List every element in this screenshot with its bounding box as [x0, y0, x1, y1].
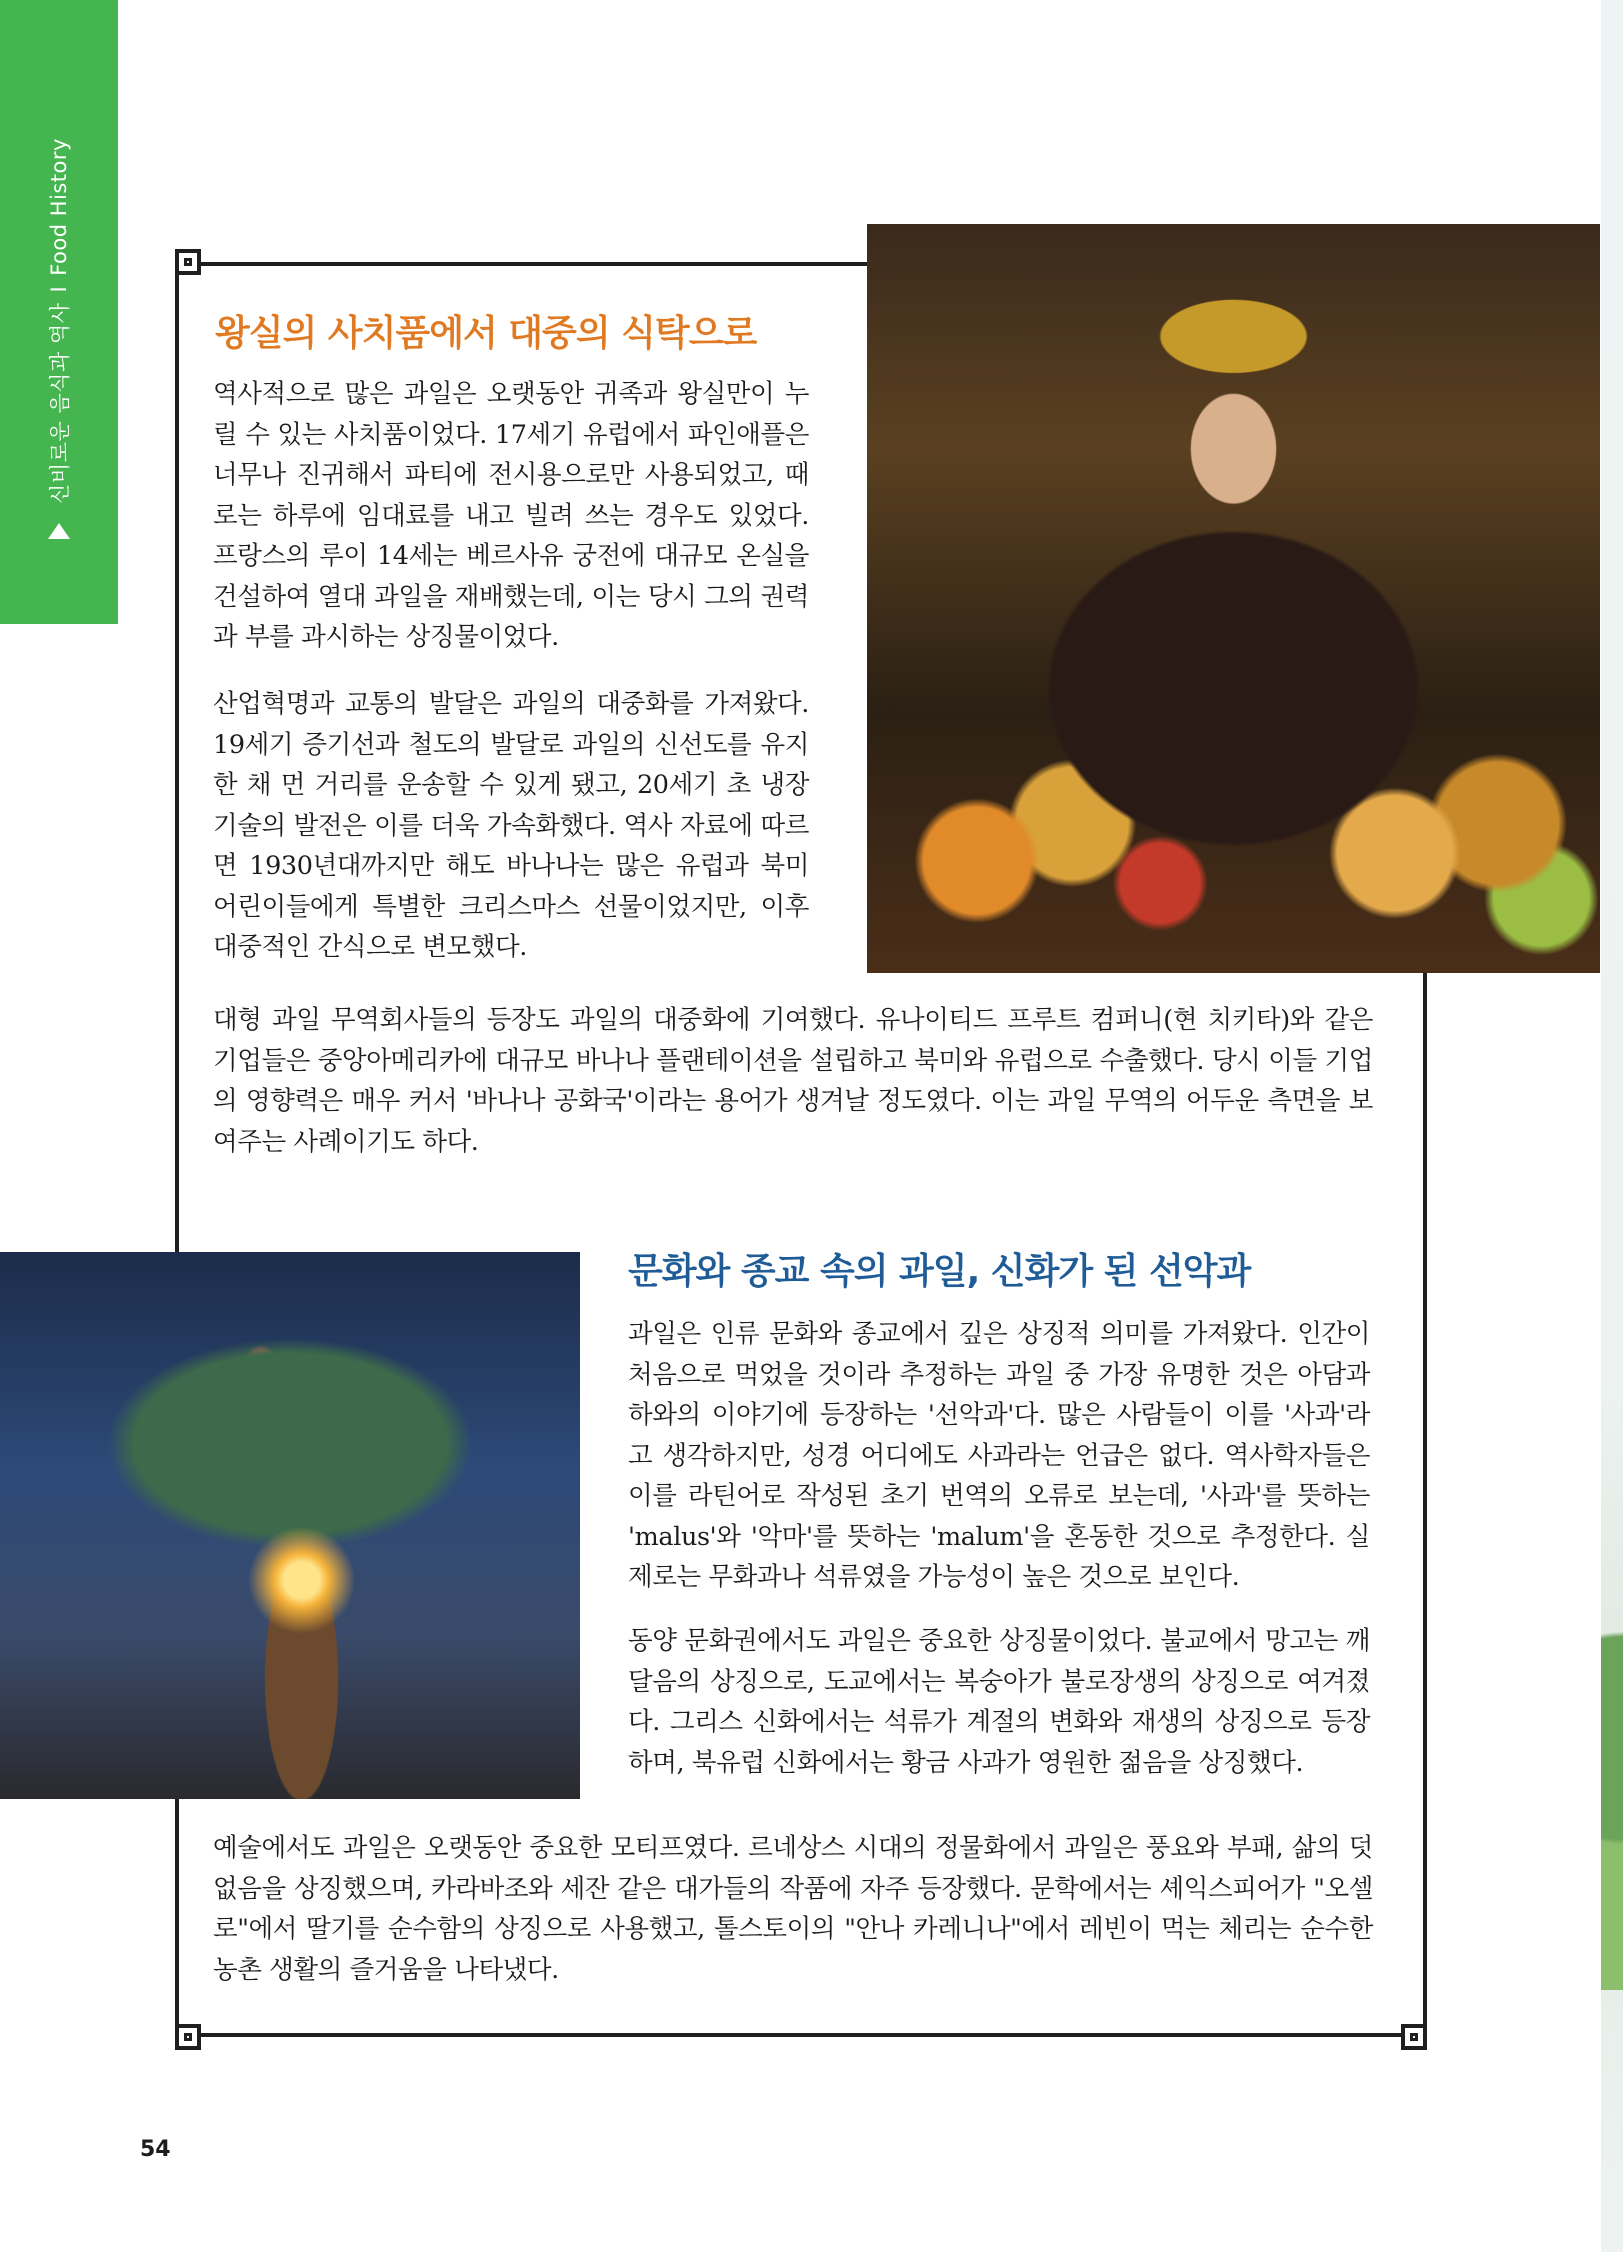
next-page-leaf-image: [1601, 1630, 1623, 1990]
side-tab-separator: I: [47, 285, 71, 293]
side-tab-title: 신비로운 음식과 역사: [48, 302, 72, 504]
paragraph-industrial-revolution: 산업혁명과 교통의 발달은 과일의 대중화를 가져왔다. 19세기 증기선과 철도의 발달로 과일의 신선도를 유지한 채 먼 거리를 운송할 수 있게 됐고, 20세기 초 냉장 기술의 발전은 이를 더욱 가속화했다. 역사 자료에 따르면 1930년대까지만 해도 바나나는 많은 유럽과 북미 어린이들에게 특별한 크리스마스 선물이었지만, 이후 대중적인 간식으로 변모했다.: [213, 689, 809, 962]
king-with-fruits-image: [867, 224, 1600, 973]
side-tab-title-en: Food History: [47, 138, 71, 276]
page-number: 54: [140, 2137, 171, 2162]
mountain-icon: [48, 523, 70, 539]
paragraph-forbidden-fruit: 과일은 인류 문화와 종교에서 깊은 상징적 의미를 가져왔다. 인간이 처음으로 먹었을 것이라 추정하는 과일 중 가장 유명한 것은 아담과 하와의 이야기에 등장하는 '선악과'다. 많은 사람들이 이를 '사과'라고 생각하지만, 성경 어디에도 사과라는 언급은 없다. 역사학자들은 이를 라틴어로 작성된 초기 번역의 오류로 보는데, '사과'를 뜻하는 'malus'와 '악마'를 뜻하는 'malum'을 혼동한 것으로 추정한다. 실제로는 무화과나 석류였을 가능성이 높은 것으로 보인다.: [628, 1319, 1370, 1592]
frame-corner-bottom-left: [175, 2024, 201, 2050]
paragraph-fruit-trade: 대형 과일 무역회사들의 등장도 과일의 대중화에 기여했다. 유나이티드 프루트 컴퍼니(현 치키타)와 같은 기업들은 중앙아메리카에 대규모 바나나 플랜테이션을 설립하고 북미와 유럽으로 수출했다. 당시 이들 기업의 영향력은 매우 커서 '바나나 공화국'이라는 용어가 생겨날 정도였다. 이는 과일 무역의 어두운 측면을 보여주는 사례이기도 하다.: [213, 1005, 1373, 1157]
paragraph-eastern-culture: 동양 문화권에서도 과일은 중요한 상징물이었다. 불교에서 망고는 깨달음의 상징으로, 도교에서는 복숭아가 불로장생의 상징으로 여겨졌다. 그리스 신화에서는 석류가 계절의 변화와 재생의 상징으로 등장하며, 북유럽 신화에서는 황금 사과가 영원한 젊음을 상징했다.: [628, 1626, 1370, 1778]
paragraph-royal-luxury: 역사적으로 많은 과일은 오랫동안 귀족과 왕실만이 누릴 수 있는 사치품이었다. 17세기 유럽에서 파인애플은 너무나 진귀해서 파티에 전시용으로만 사용되었고, 때로는 하루에 임대료를 내고 빌려 쓰는 경우도 있었다. 프랑스의 루이 14세는 베르사유 궁전에 대규모 온실을 건설하여 열대 과일을 재배했는데, 이는 당시 그의 권력과 부를 과시하는 상징물이었다.: [213, 379, 809, 652]
paragraph-art-literature: 예술에서도 과일은 오랫동안 중요한 모티프였다. 르네상스 시대의 정물화에서 과일은 풍요와 부패, 삶의 덧없음을 상징했으며, 카라바조와 세잔 같은 대가들의 작품에 자주 등장했다. 문학에서는 셰익스피어가 "오셀로"에서 딸기를 순수함의 상징으로 사용했고, 톨스토이의 "안나 카레니나"에서 레빈이 먹는 체리는 순수한 농촌 생활의 즐거움을 나타냈다.: [213, 1833, 1373, 1985]
section-heading-royal-luxury: 왕실의 사치품에서 대중의 식탁으로: [215, 313, 757, 354]
fruit-tree-image: [0, 1252, 580, 1799]
frame-corner-bottom-right: [1401, 2024, 1427, 2050]
frame-corner-top-left: [175, 249, 201, 275]
side-tab-label: [44, 138, 74, 542]
section-side-tab: [0, 0, 118, 624]
section-heading-culture-religion: 문화와 종교 속의 과일, 신화가 된 선악과: [628, 1251, 1251, 1292]
